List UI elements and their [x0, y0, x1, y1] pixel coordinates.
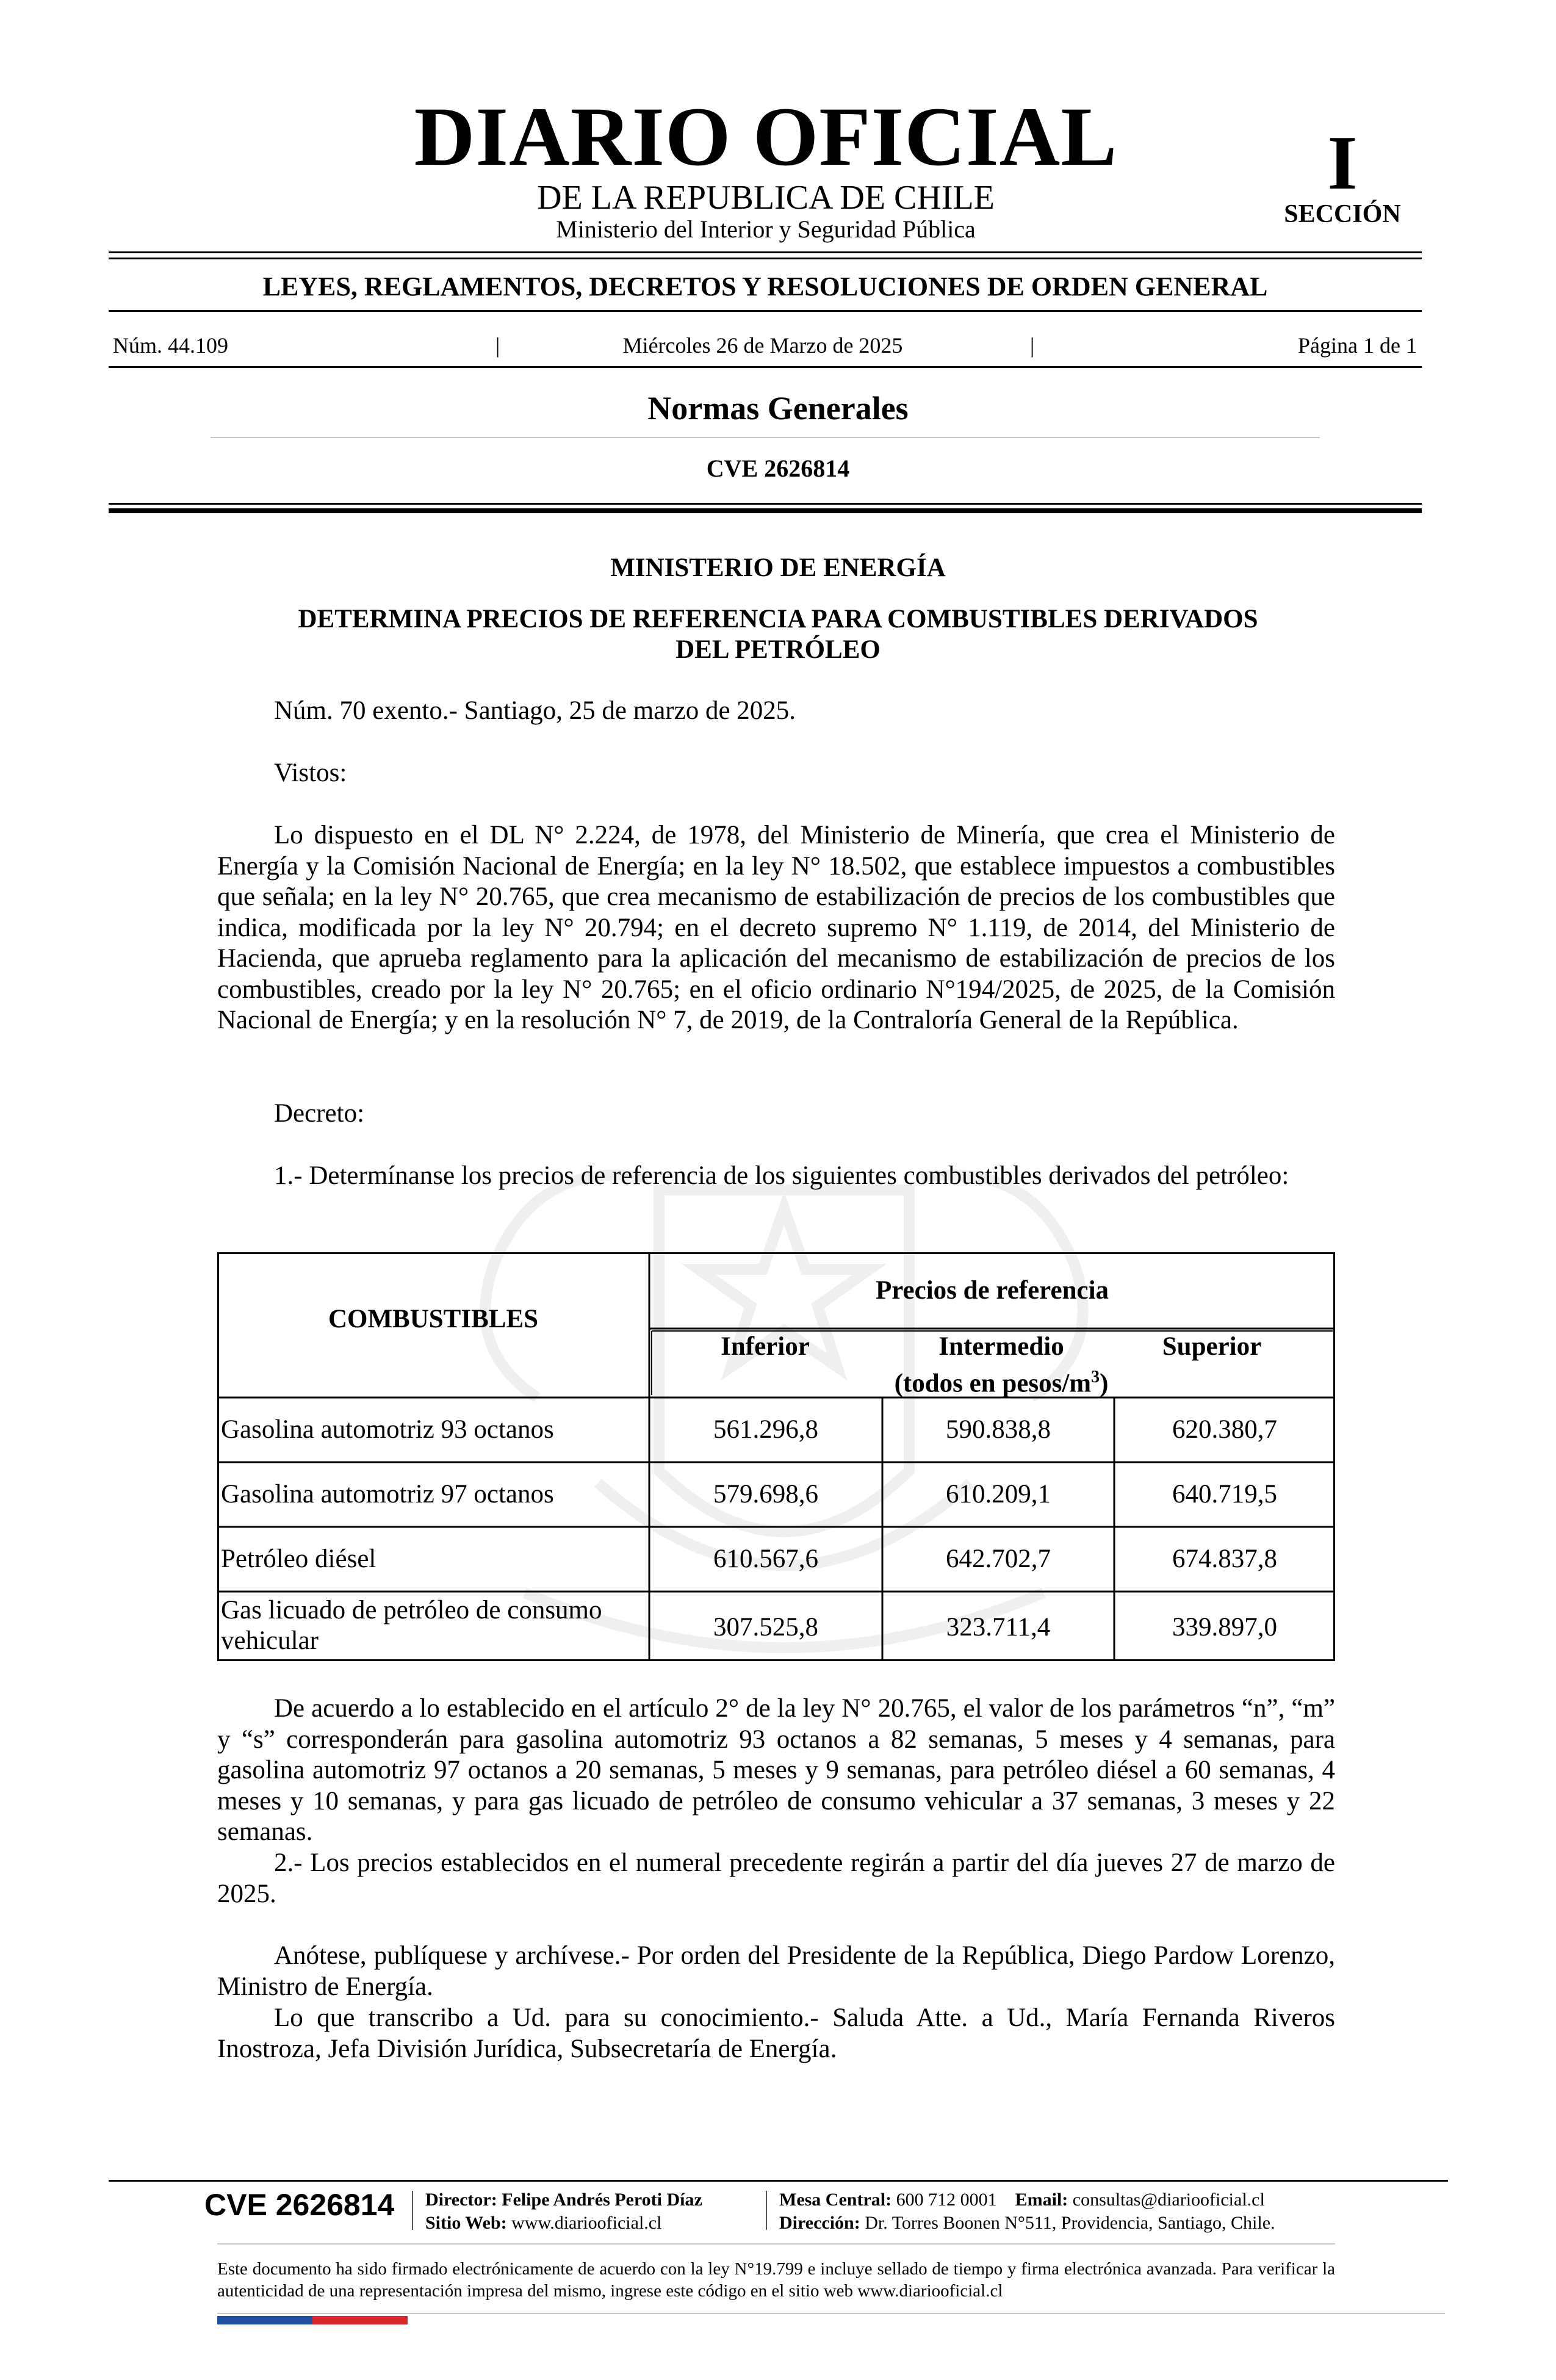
decree-number-line: Núm. 70 exento.- Santiago, 25 de marzo de 2025.	[274, 696, 796, 725]
header-rule-thin	[109, 503, 1422, 505]
laws-rule	[109, 310, 1422, 312]
table-row-high: 674.837,8	[1172, 1545, 1277, 1573]
document-title-line-2: DEL PETRÓLEO	[675, 635, 881, 664]
section-numeral: I	[1327, 121, 1358, 206]
issue-rule	[109, 366, 1422, 368]
table-row-fuel: Petróleo diésel	[221, 1545, 376, 1573]
footer-note-rule	[217, 2243, 1335, 2245]
masthead-ministry: Ministerio del Interior y Seguridad Pública	[556, 215, 976, 243]
issue-page: Página 1 de 1	[1298, 333, 1417, 358]
masthead-rule-top	[109, 251, 1422, 253]
table-row-low: 579.698,6	[713, 1480, 818, 1509]
vistos-paragraph: Lo dispuesto en el DL N° 2.224, de 1978, del Ministerio de Minería, que crea el Ministerio de Energía y la Comisión Nacional de Energía; en la ley N° 18.502, que establece impuestos a combustibles que señala; en la ley N° 20.765, que crea mecanismo de estabilización de precios de los combustibles que indica, modificada por la ley N° 20.794; en el decreto supremo N° 1.119, de 2014, del Ministerio de Hacienda, que aprueba reglamento para la aplicación del mecanismo de estabilización de precios de los combustibles, creado por la ley N° 20.765; en el oficio ordinario N°194/2025, de 2025, de la Comisión Nacional de Energía; y en la resolución N° 7, de 2019, de la Contraloría General de la República.	[217, 821, 1335, 1034]
footer-address: Dirección: Dr. Torres Boonen N°511, Providencia, Santiago, Chile.	[779, 2213, 1275, 2233]
article-1: 1.- Determínanse los precios de referencia de los siguientes combustibles derivados del petróleo:	[274, 1161, 1289, 1190]
table-row-high: 339.897,0	[1172, 1613, 1277, 1642]
parameters-paragraph: De acuerdo a lo establecido en el artículo 2° de la ley N° 20.765, el valor de los parámetros “n”, “m” y “s” corresponderán para gasolina automotriz 93 octanos a 82 semanas, 5 meses y 4 semanas, para gasolina automotriz 97 octanos a 20 semanas, 5 meses y 9 semanas, para petróleo diésel a 60 semanas, 4 meses y 10 semanas, y para gas licuado de petróleo de consumo vehicular a 37 semanas, 3 meses y 22 semanas.	[217, 1694, 1335, 1846]
table-header-high: Superior	[1162, 1332, 1262, 1361]
table-header-fuel: COMBUSTIBLES	[328, 1305, 539, 1333]
decreto-label: Decreto:	[274, 1099, 365, 1128]
issue-number: Núm. 44.109	[113, 333, 228, 358]
section-label: SECCIÓN	[1284, 200, 1401, 228]
table-row-fuel: vehicular	[221, 1626, 319, 1655]
issue-date: Miércoles 26 de Marzo de 2025	[622, 333, 903, 358]
flag-stripe-red	[312, 2316, 408, 2324]
footer-director: Director: Felipe Andrés Peroti Díaz	[425, 2190, 702, 2210]
closing-signature: Anótese, publíquese y archívese.- Por orden del Presidente de la República, Diego Pardow Lorenzo, Ministro de Energía.	[217, 1941, 1335, 2001]
masthead-title: DIARIO OFICIAL	[414, 90, 1118, 183]
vistos-label: Vistos:	[274, 759, 347, 787]
issue-separator: |	[1030, 333, 1035, 358]
document-ministry: MINISTERIO DE ENERGÍA	[610, 554, 946, 582]
table-header-price-group: Precios de referencia	[875, 1276, 1109, 1305]
flag-stripe-blue	[217, 2316, 312, 2324]
table-row-fuel: Gas licuado de petróleo de consumo	[221, 1596, 602, 1625]
footer-divider	[412, 2191, 413, 2230]
footer-cve-code: CVE 2626814	[204, 2188, 395, 2222]
footer-bottom-rule	[217, 2313, 1445, 2314]
issue-separator: |	[495, 333, 500, 358]
reference-price-table	[217, 1252, 1335, 1661]
article-2: 2.- Los precios establecidos en el numeral precedente regirán a partir del día jueves 27 de marzo de 2025.	[217, 1848, 1335, 1908]
footer-legal-note: Este documento ha sido firmado electrónicamente de acuerdo con la ley N°19.799 e incluye sellado de tiempo y firma electrónica avanzada. Para verificar la autenticidad de una representación impresa del mismo, ingrese este código en el sitio web www.diariooficial.cl	[217, 2259, 1335, 2301]
table-row-fuel: Gasolina automotriz 97 octanos	[221, 1480, 554, 1509]
table-row-mid: 323.711,4	[946, 1613, 1051, 1642]
section-title-rule	[211, 437, 1320, 438]
section-title: Normas Generales	[647, 390, 909, 427]
document-title-line-1: DETERMINA PRECIOS DE REFERENCIA PARA COMBUSTIBLES DERIVADOS	[298, 605, 1258, 633]
table-row-mid: 610.209,1	[946, 1480, 1051, 1509]
table-header-units: (todos en pesos/$m^3$)	[894, 1368, 1109, 1398]
footer-phone-email: Mesa Central: 600 712 0001 Email: consultas@diariooficial.cl	[779, 2190, 1265, 2210]
laws-heading: LEYES, REGLAMENTOS, DECRETOS Y RESOLUCIONES DE ORDEN GENERAL	[262, 272, 1268, 301]
footer-rule	[109, 2180, 1448, 2182]
closing-transcription: Lo que transcribo a Ud. para su conocimiento.- Saluda Atte. a Ud., María Fernanda Riveros Inostroza, Jefa División Jurídica, Subsecretaría de Energía.	[217, 2003, 1335, 2063]
table-header-low: Inferior	[721, 1332, 810, 1361]
table-row-low: 610.567,6	[713, 1545, 818, 1573]
table-row-fuel: Gasolina automotriz 93 octanos	[221, 1415, 554, 1444]
table-row-high: 640.719,5	[1172, 1480, 1277, 1509]
table-row-mid: 642.702,7	[946, 1545, 1051, 1573]
table-header-mid: Intermedio	[938, 1332, 1064, 1361]
masthead-rule-top-2	[109, 258, 1422, 259]
footer-divider	[766, 2191, 767, 2230]
header-rule-thick	[109, 508, 1422, 513]
cve-code: CVE 2626814	[706, 455, 850, 482]
table-row-low: 561.296,8	[713, 1415, 818, 1444]
footer-website: Sitio Web: www.diariooficial.cl	[425, 2213, 662, 2233]
table-row-low: 307.525,8	[713, 1613, 818, 1642]
table-row-high: 620.380,7	[1172, 1415, 1277, 1444]
masthead-subtitle: DE LA REPUBLICA DE CHILE	[537, 179, 995, 217]
table-row-mid: 590.838,8	[946, 1415, 1051, 1444]
